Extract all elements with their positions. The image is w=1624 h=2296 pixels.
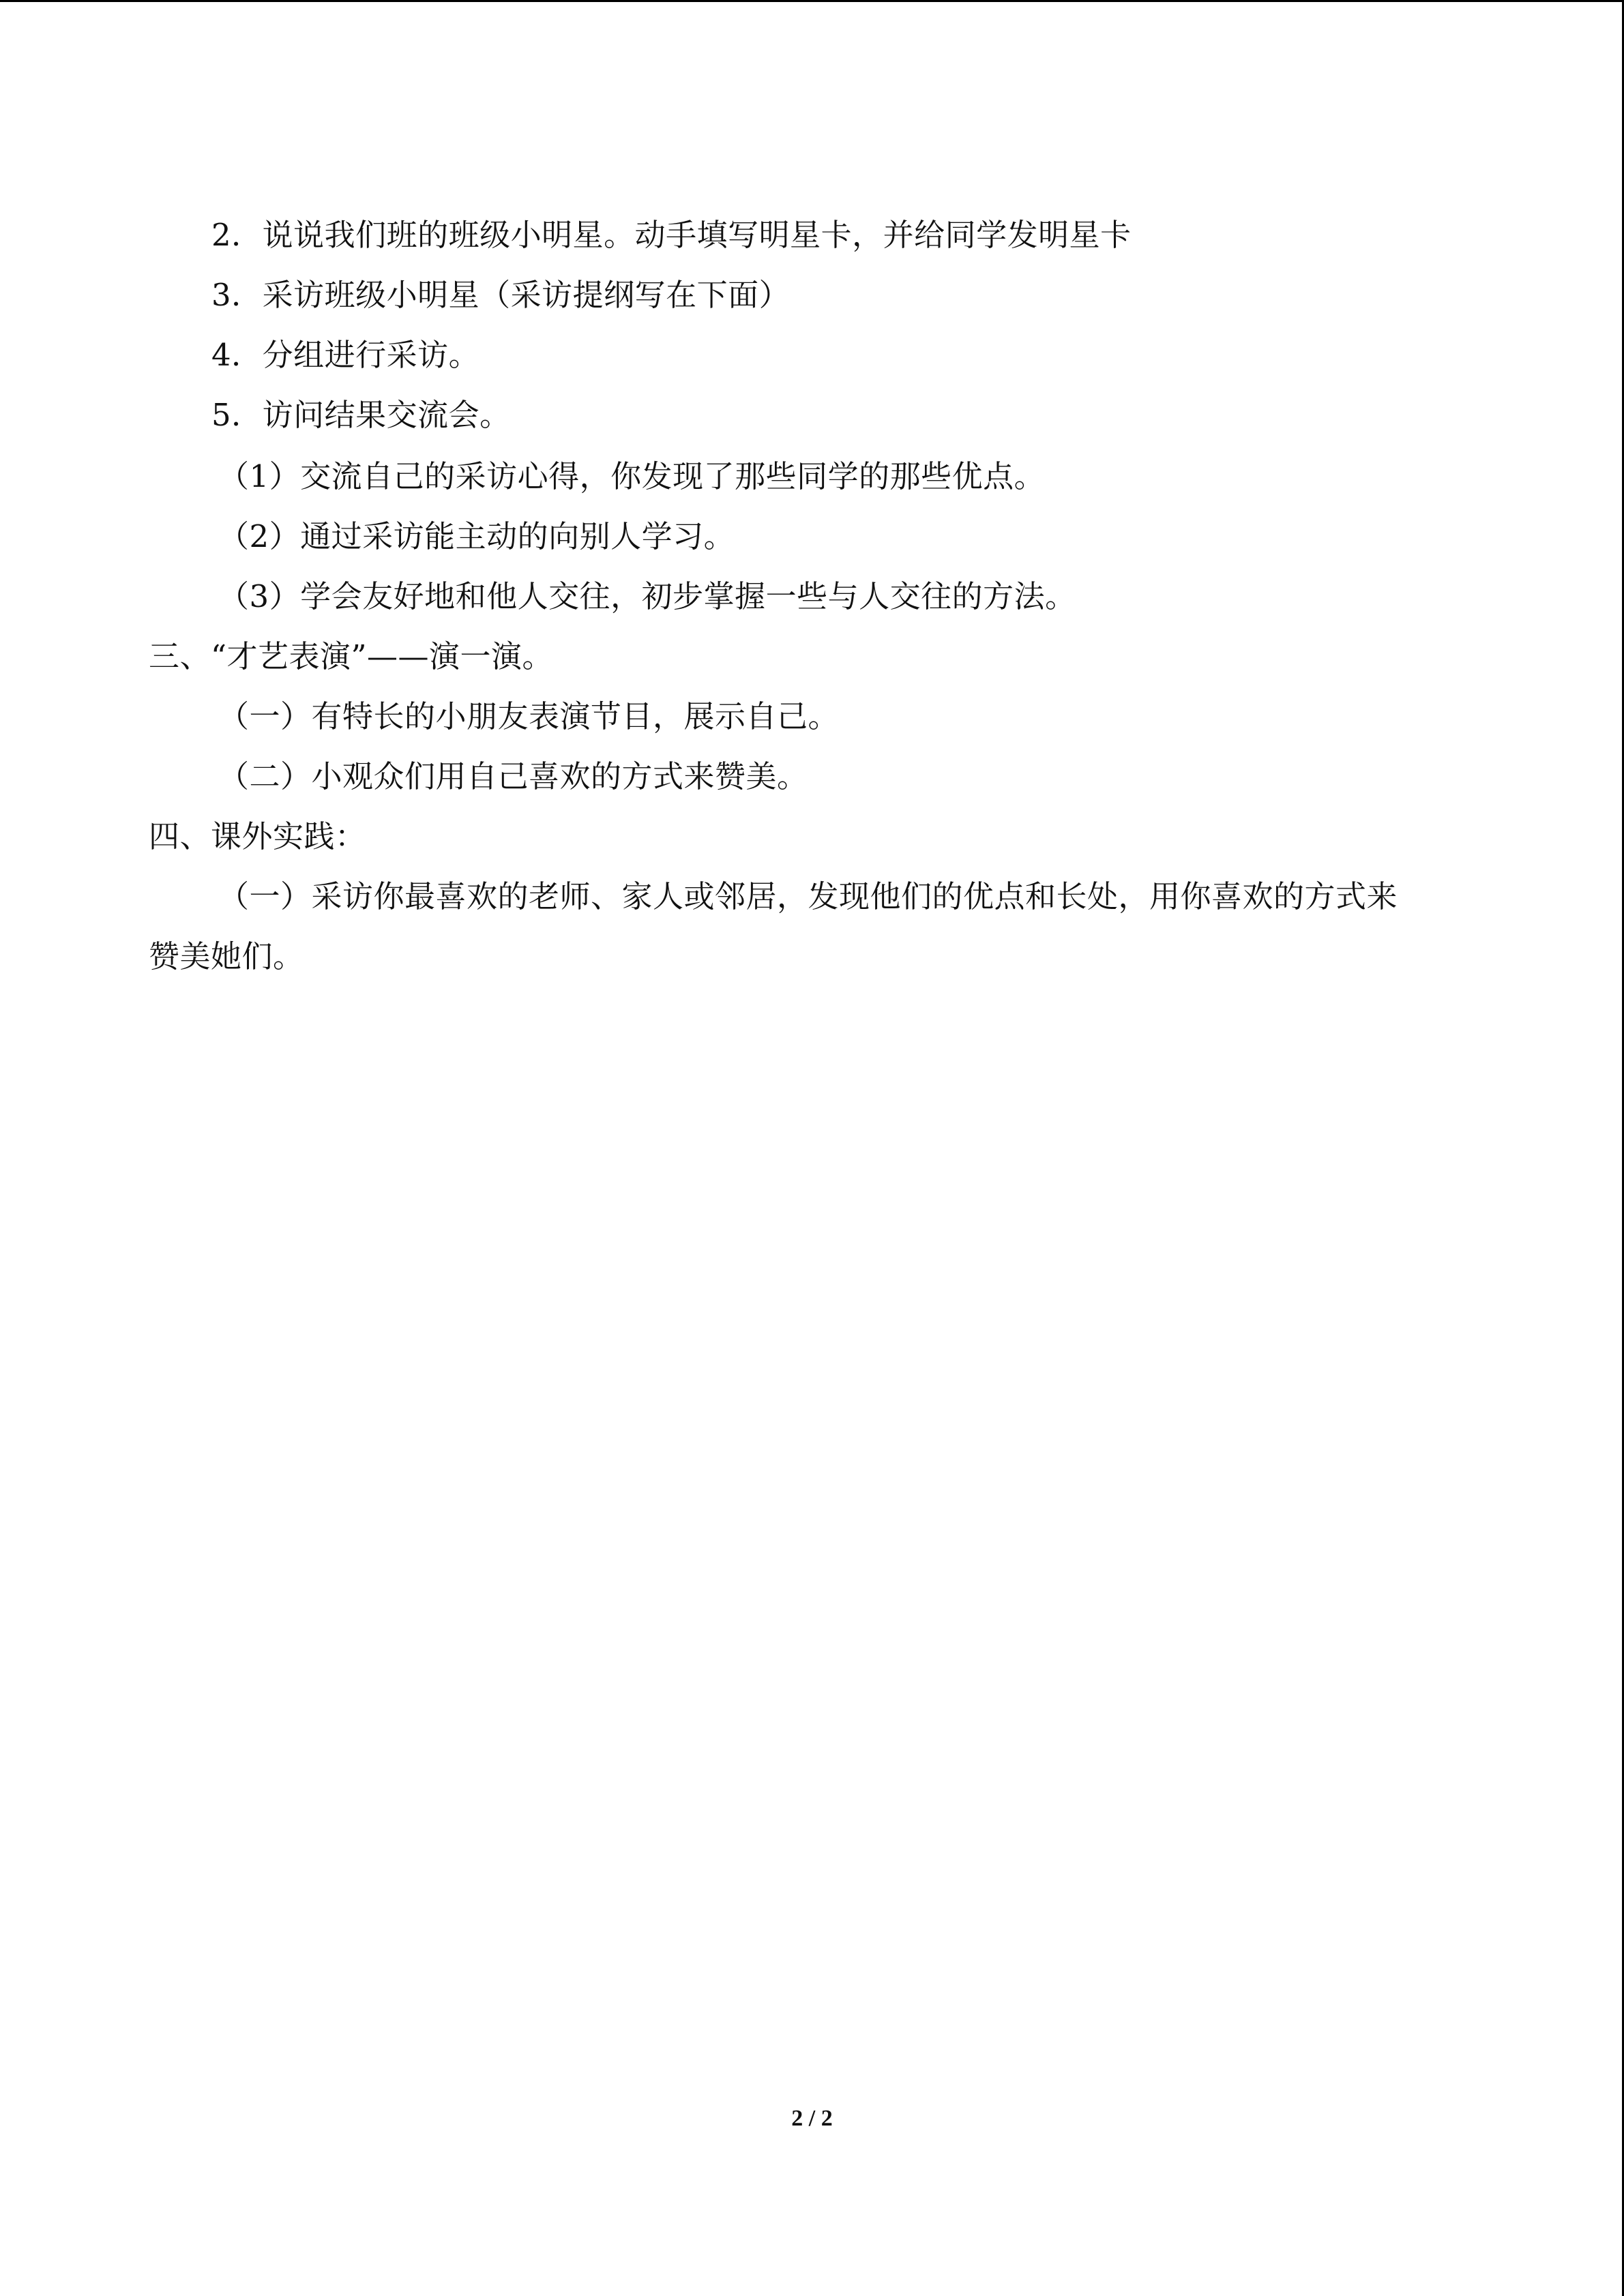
sub-item-3: （3）学会友好地和他人交往，初步掌握一些与人交往的方法。 (218, 578, 1076, 614)
page-top-border (0, 0, 1624, 2)
section-heading-4: 四、课外实践： (149, 818, 366, 854)
list-item-4: 4．分组进行采访。 (211, 337, 480, 373)
section-4-item-1-continued: 赞美她们。 (149, 938, 304, 974)
sub-item-2: （2）通过采访能主动的向别人学习。 (218, 518, 735, 554)
section-heading-3: 三、“才艺表演”——演一演。 (149, 638, 554, 674)
list-item-3: 3．采访班级小明星（采访提纲写在下面） (211, 277, 791, 313)
page-number: 2 / 2 (791, 2106, 833, 2131)
section-3-item-1: （一）有特长的小朋友表演节目，展示自己。 (218, 698, 840, 734)
section-3-item-2: （二）小观众们用自己喜欢的方式来赞美。 (218, 758, 808, 794)
section-4-item-1: （一）采访你最喜欢的老师、家人或邻居，发现他们的优点和长处，用你喜欢的方式来 (218, 878, 1398, 914)
list-item-5: 5．访问结果交流会。 (211, 397, 511, 433)
list-item-2: 2．说说我们班的班级小明星。动手填写明星卡，并给同学发明星卡 (211, 217, 1132, 253)
sub-item-1: （1）交流自己的采访心得，你发现了那些同学的那些优点。 (218, 458, 1046, 494)
